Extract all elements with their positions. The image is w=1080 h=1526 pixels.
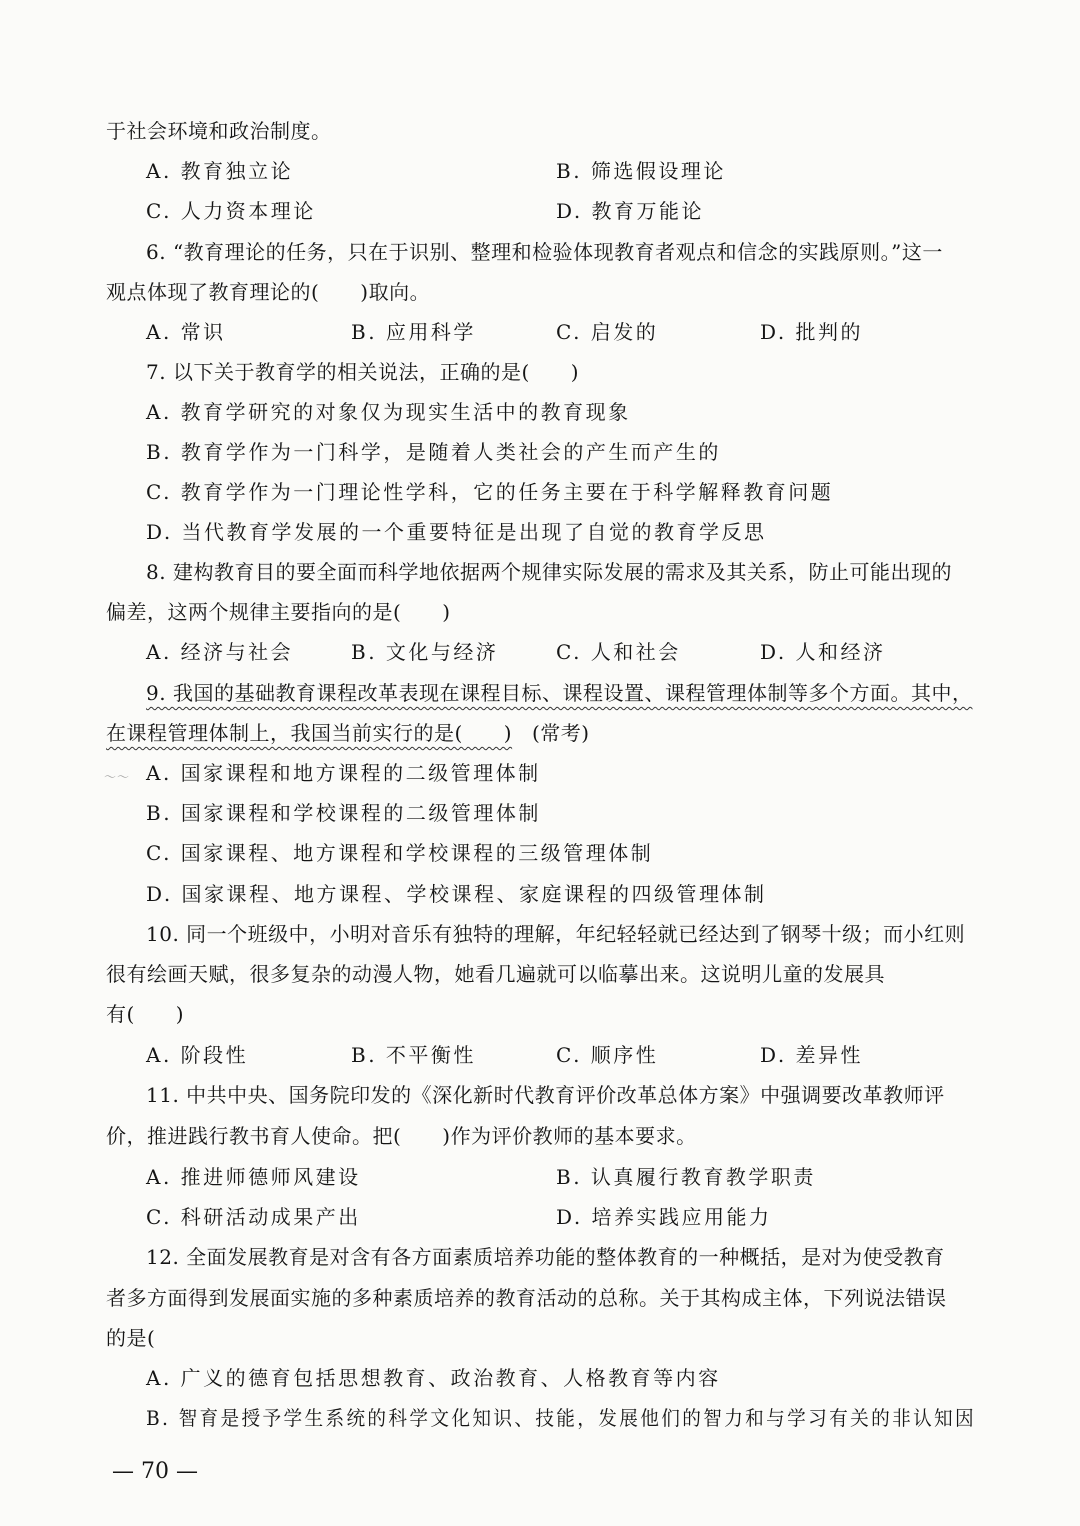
q11-option-c: C. 科研活动成果产出 <box>146 1205 361 1229</box>
q9-option-a: A. 国家课程和地方课程的二级管理体制 <box>146 761 541 785</box>
q11-option-b: B. 认真履行教育教学职责 <box>556 1165 816 1189</box>
q9-option-d: D. 国家课程、地方课程、学校课程、家庭课程的四级管理体制 <box>146 882 767 906</box>
q8-stem-text-1: 8. 建构教育目的要全面而科学地依据两个规律实际发展的需求及其关系，防止可能出现的 <box>146 560 952 584</box>
q8-option-c: C. 人和社会 <box>556 640 681 664</box>
q7-option-d: D. 当代教育学发展的一个重要特征是出现了自觉的教育学反思 <box>146 520 767 544</box>
q10-option-c: C. 顺序性 <box>556 1043 659 1067</box>
q5-option-d: D. 教育万能论 <box>556 199 705 223</box>
q8-option-a: A. 经济与社会 <box>146 640 294 664</box>
q6-option-d: D. 批判的 <box>760 320 864 344</box>
q10-option-a: A. 阶段性 <box>146 1043 249 1067</box>
q9-stem-text-2: 在课程管理体制上，我国当前实行的是( ) <box>106 721 513 745</box>
scan-smudge: ～～ <box>104 770 131 784</box>
q10-stem-text-1: 10. 同一个班级中，小明对音乐有独特的理解，年纪轻轻就已经达到了钢琴十级；而小红则 <box>146 922 966 946</box>
q5-option-b: B. 筛选假设理论 <box>556 159 726 183</box>
q6-option-c: C. 启发的 <box>556 320 659 344</box>
q4-stem-end: 于社会环境和政治制度。 <box>106 119 332 143</box>
q9-option-c: C. 国家课程、地方课程和学校课程的三级管理体制 <box>146 841 654 865</box>
q7-stem-text: 7. 以下关于教育学的相关说法，正确的是( ) <box>146 360 580 384</box>
q11-option-a: A. 推进师德师风建设 <box>146 1165 361 1189</box>
q9-frequent-tag: (常考) <box>532 721 590 745</box>
q7-option-c: C. 教育学作为一门理论性学科，它的任务主要在于科学解释教育问题 <box>146 480 834 504</box>
q12-stem-text-1: 12. 全面发展教育是对含有各方面素质培养功能的整体教育的一种概括，是对为使受教育 <box>146 1245 945 1269</box>
q10-option-d: D. 差异性 <box>760 1043 864 1067</box>
q12-stem-text-2: 者多方面得到发展面实施的多种素质培养的教育活动的总称。关于其构成主体，下列说法错误 <box>106 1286 947 1310</box>
q11-option-d: D. 培养实践应用能力 <box>556 1205 772 1229</box>
q8-stem-text-2: 偏差，这两个规律主要指向的是( ) <box>106 600 451 624</box>
q11-stem-text-1: 11. 中共中央、国务院印发的《深化新时代教育评价改革总体方案》中强调要改革教师评 <box>146 1083 945 1107</box>
q8-option-b: B. 文化与经济 <box>351 640 499 664</box>
q8-option-d: D. 人和经济 <box>760 640 886 664</box>
q10-stem-text-2: 很有绘画天赋，很多复杂的动漫人物，她看几遍就可以临摹出来。这说明儿童的发展具 <box>106 962 885 986</box>
q10-stem-text-3: 有( ) <box>106 1002 185 1026</box>
q11-stem-text-2: 价，推进践行教书育人使命。把( )作为评价教师的基本要求。 <box>106 1124 697 1148</box>
q7-option-a: A. 教育学研究的对象仅为现实生活中的教育现象 <box>146 400 631 424</box>
q9-stem-text-1: 9. 我国的基础教育课程改革表现在课程目标、课程设置、课程管理体制等多个方面。其中， <box>146 681 973 705</box>
q12-option-a: A. 广义的德育包括思想教育、政治教育、人格教育等内容 <box>146 1366 721 1390</box>
q5-option-a: A. 教育独立论 <box>146 159 294 183</box>
q7-option-b: B. 教育学作为一门科学，是随着人类社会的产生而产生的 <box>146 440 721 464</box>
q6-option-b: B. 应用科学 <box>351 320 476 344</box>
q5-option-c: C. 人力资本理论 <box>146 199 316 223</box>
q12-option-b: B. 智育是授予学生系统的科学文化知识、技能，发展他们的智力和与学习有关的非认知因 <box>146 1406 977 1430</box>
q9-option-b: B. 国家课程和学校课程的二级管理体制 <box>146 801 541 825</box>
q6-stem-text-1: 6. “教育理论的任务，只在于识别、整理和检验体现教育者观点和信念的实践原则。”这一 <box>146 240 943 264</box>
q6-stem-text-2: 观点体现了教育理论的( )取向。 <box>106 280 431 304</box>
q12-stem-text-3: 的是( <box>106 1326 156 1350</box>
q6-option-a: A. 常识 <box>146 320 226 344</box>
q10-option-b: B. 不平衡性 <box>351 1043 476 1067</box>
page-number: — 70 — <box>112 1459 198 1484</box>
